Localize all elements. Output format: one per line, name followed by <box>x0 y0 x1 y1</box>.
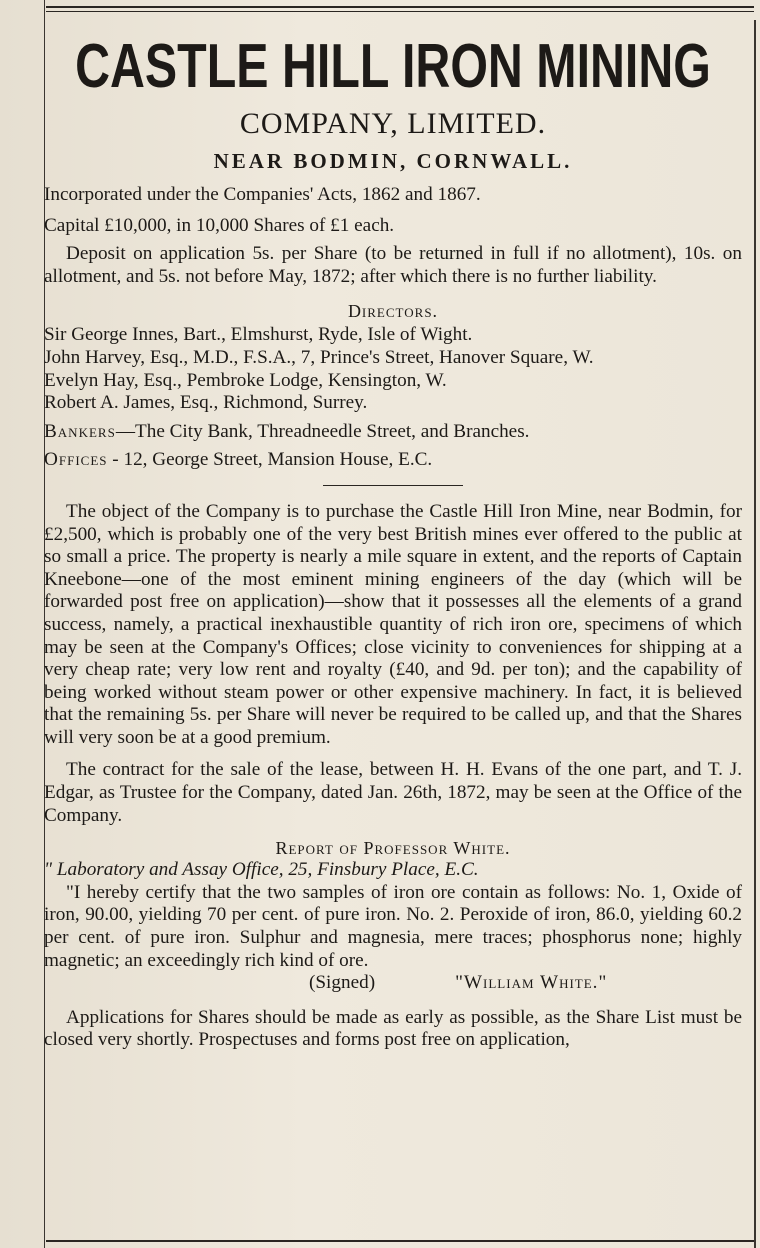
director-item: Robert A. James, Esq., Richmond, Surrey. <box>44 392 368 414</box>
right-column-rule <box>754 20 756 1248</box>
offices-label: Offices <box>44 449 108 471</box>
director-item: Sir George Innes, Bart., Elmshurst, Ryde, Isle of Wight. <box>44 324 473 346</box>
top-rule-thin <box>46 11 754 12</box>
signature-name: "William White." <box>455 972 608 994</box>
directors-heading: Directors. <box>347 301 439 322</box>
contract-paragraph: The contract for the sale of the lease, between H. H. Evans of the one part, and T. J. Edgar, as Trustee for the Company, dated Jan. 26th, 1872, may be seen at the Office of the Company. <box>44 759 742 826</box>
top-rule <box>46 6 754 8</box>
bankers-text: —The City Bank, Threadneedle Street, and Branches. <box>115 420 530 442</box>
bankers-line <box>44 421 742 444</box>
company-subtitle: COMPANY, LIMITED. <box>239 107 547 140</box>
object-paragraph: The object of the Company is to purchase the Castle Hill Iron Mine, near Bodmin, for £2,500, which is probably one of the very best British mines ever offered to the public at so small a price. The property is nearly a mile square in extent, and the reports of Captain Kneebone—one of the most eminent mining engineers of the day (which will be forwarded post free on application)—show that it possesses all the elements of a grand success, namely, a practical inexhaustible quantity of rich iron ore, specimens of which may be seen at the Company's Offices; close vicinity to conveniences for shipping at a very cheap rate; very low rent and royalty (£40, and 9d. per ton); and the capability of being worked without steam power or other expensive machinery. In fact, it is believed that the remaining 5s. per Share will never be required to be called up, and that the Shares will very soon be at a good premium. <box>44 500 742 748</box>
report-address: " Laboratory and Assay Office, 25, Finsbury Place, E.C. <box>44 859 479 881</box>
section-divider <box>323 485 463 486</box>
capital-line: Capital £10,000, in 10,000 Shares of £1 each. <box>44 214 395 236</box>
deposit-paragraph: Deposit on application 5s. per Share (to be returned in full if no allotment), 10s. on allotment, and 5s. not before May, 1872; after which there is no further liability. <box>44 243 742 287</box>
company-title: CASTLE HILL IRON MINING <box>75 32 711 101</box>
bottom-rule <box>46 1240 754 1242</box>
offices-line <box>44 449 742 472</box>
directors-list <box>44 324 742 414</box>
advertisement <box>44 28 742 1052</box>
director-item: Evelyn Hay, Esq., Pembroke Lodge, Kensington, W. <box>44 369 447 391</box>
closing-paragraph: Applications for Shares should be made as early as possible, as the Share List must be closed very shortly. Prospectuses and forms post free on application, <box>44 1006 742 1051</box>
report-text: "I hereby certify that the two samples of iron ore contain as follows: No. 1, Oxide of iron, 90.00, yielding 70 per cent. of pure iron. No. 2. Peroxide of iron, 86.0, yielding 60.2 per cent. of pure iron. Sulphur and magnesia, mere traces; phosphorus none; highly magnetic; an exceedingly rich kind of ore. <box>44 881 742 971</box>
signed-label: (Signed) <box>309 972 376 994</box>
report-heading: Report of Professor White. <box>275 838 511 859</box>
company-location: NEAR BODMIN, CORNWALL. <box>213 149 573 173</box>
incorporation-line: Incorporated under the Companies' Acts, 1862 and 1867. <box>44 184 481 205</box>
director-item: John Harvey, Esq., M.D., F.S.A., 7, Prince's Street, Hanover Square, W. <box>44 346 594 368</box>
offices-text: - 12, George Street, Mansion House, E.C. <box>107 449 433 471</box>
bankers-label: Bankers <box>44 420 116 442</box>
signature-line <box>44 972 742 995</box>
